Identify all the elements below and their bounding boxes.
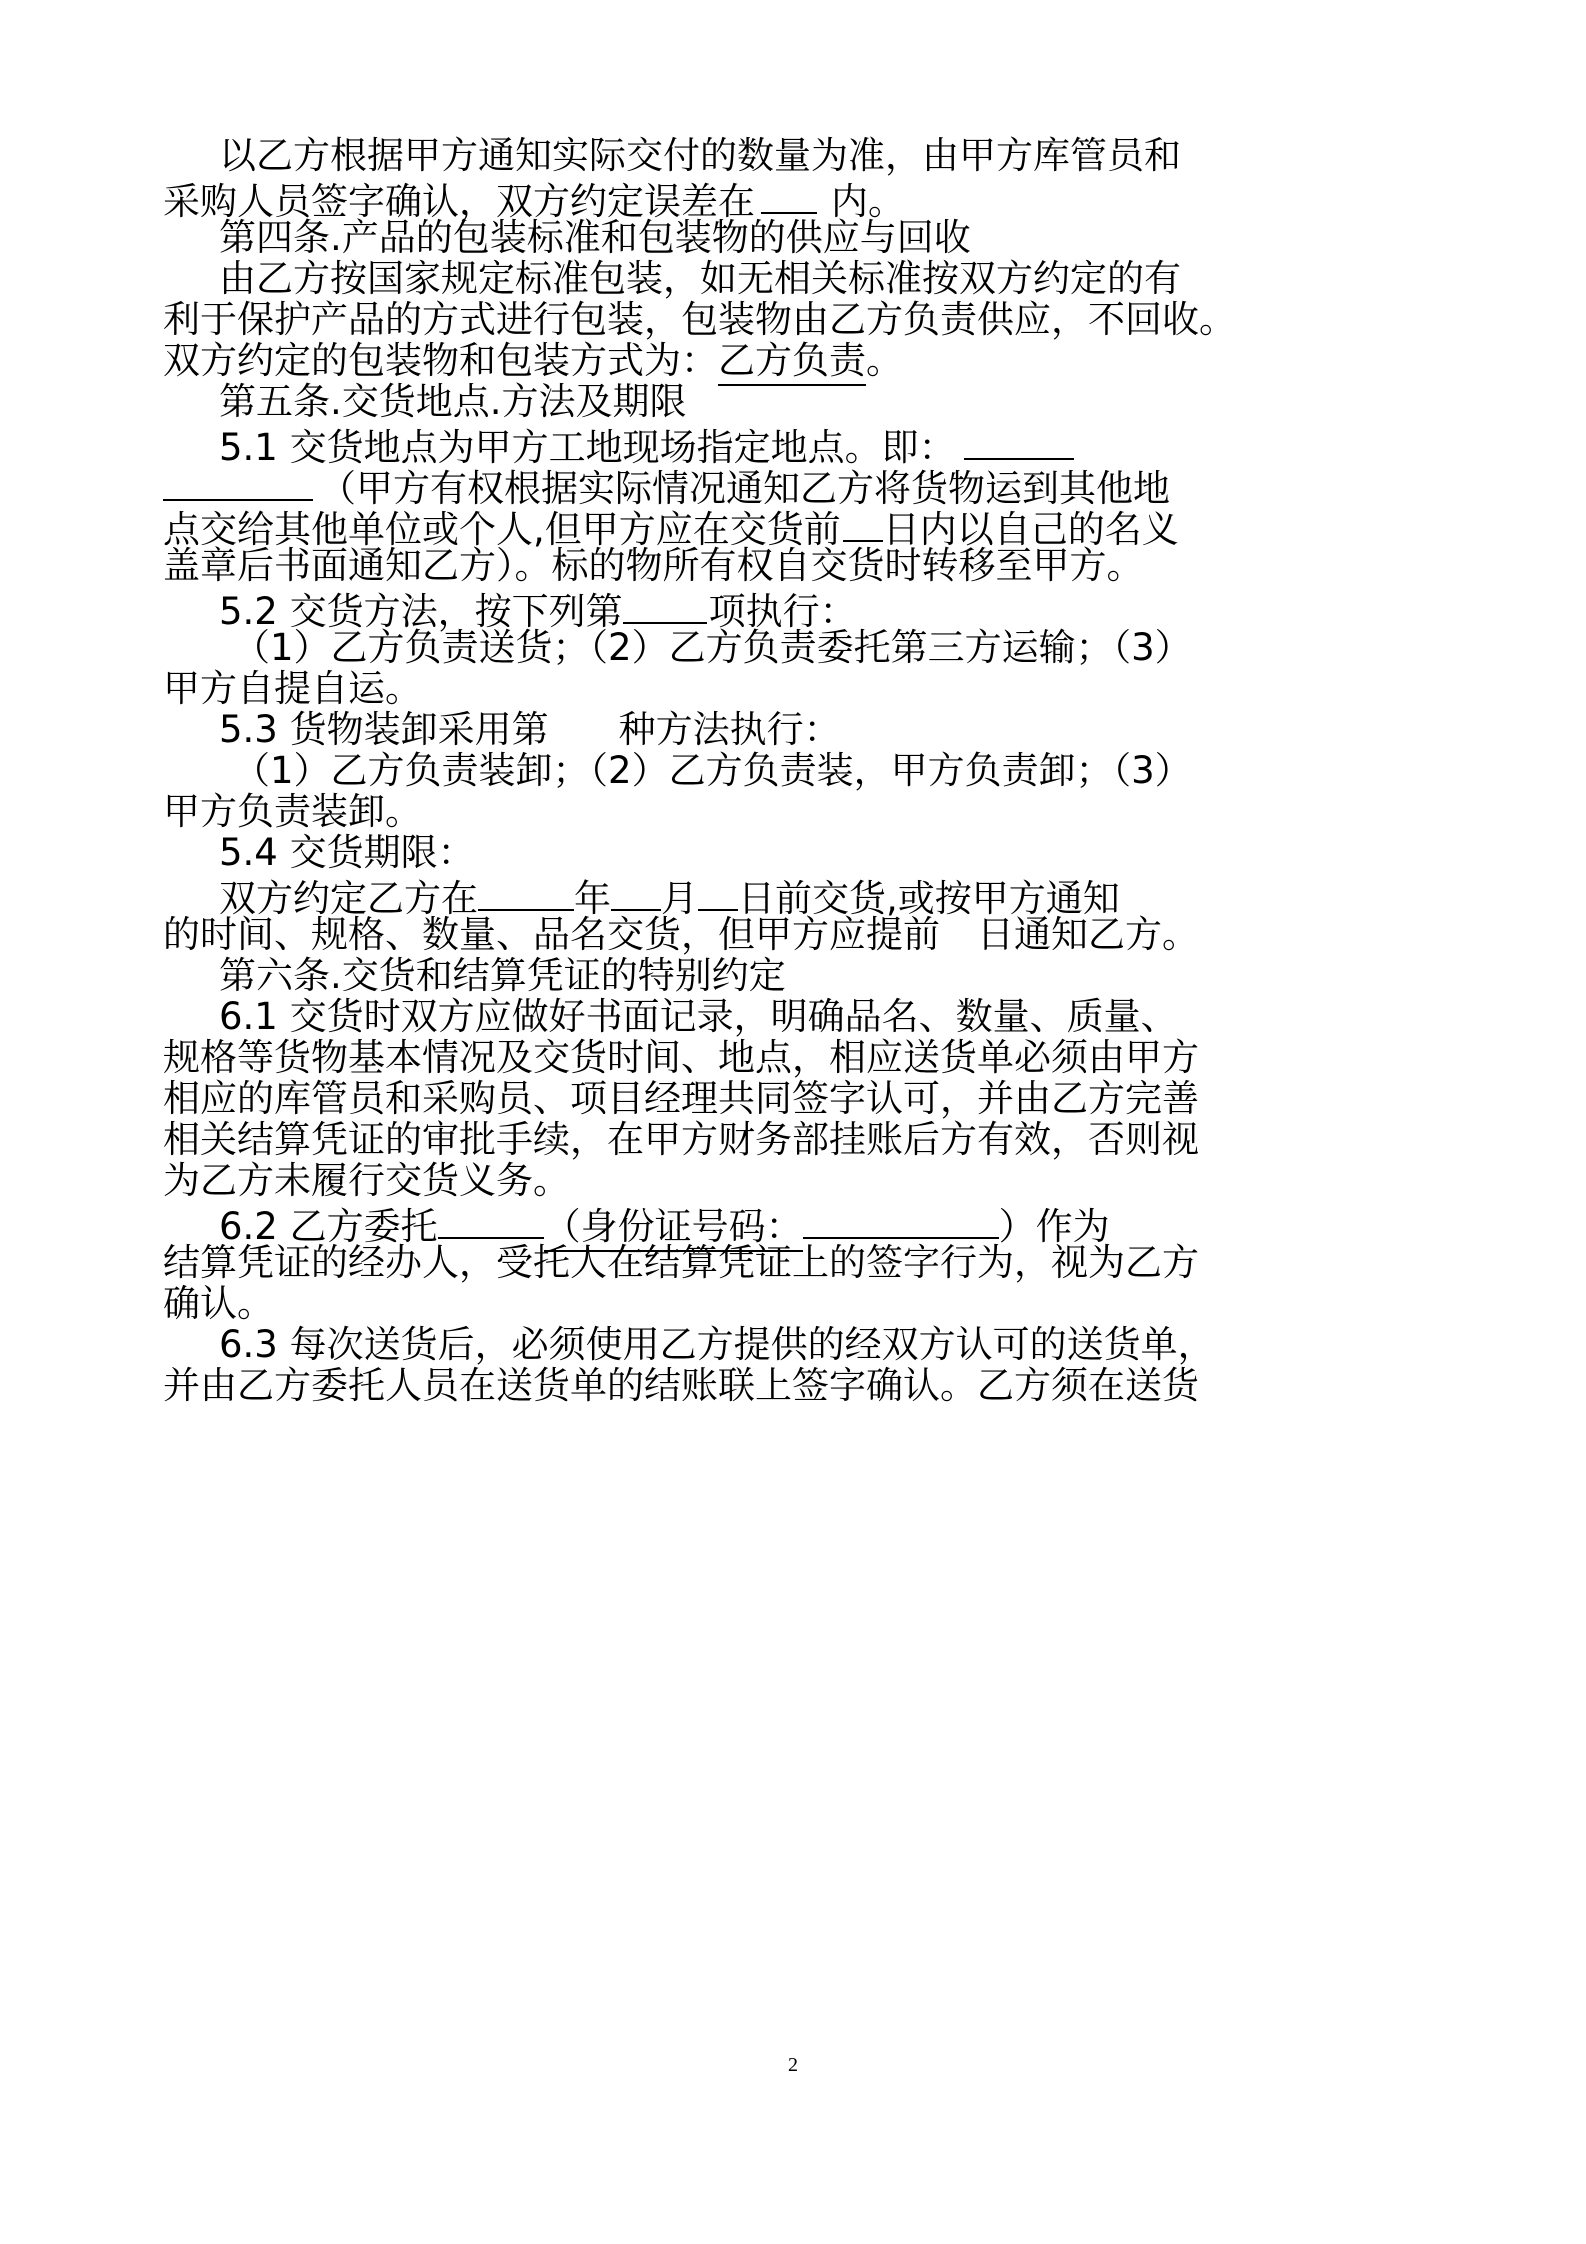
text-run: （1）乙方负责装卸；（2）乙方负责装，甲方负责卸；（3） xyxy=(233,749,1192,792)
text-run: 6.1 交货时双方应做好书面记录，明确品名、数量、质量、 xyxy=(219,995,1178,1038)
text-run: 甲方自提自运。 xyxy=(163,667,422,710)
text-run: 的时间、规格、数量、品名交货，但甲方应提前 日通知乙方。 xyxy=(163,913,1199,956)
text-run: 6.2 乙方委托 xyxy=(219,1205,438,1248)
text-run: 种方法执行： xyxy=(618,708,841,751)
blank-field xyxy=(761,168,817,214)
blank-field xyxy=(964,414,1074,460)
text-line xyxy=(163,1357,1199,1415)
text-run: 并由乙方委托人员在送货单的结账联上签字确认。乙方须在送货 xyxy=(163,1364,1199,1407)
text-run: 日前交货,或按甲方通知 xyxy=(738,877,1120,920)
text-run: 采购人员签字确认，双方约定误差在 xyxy=(163,180,755,223)
blank-field xyxy=(803,1193,999,1239)
text-run: 相关结算凭证的审批手续，在甲方财务部挂账后方有效，否则视 xyxy=(163,1118,1199,1161)
text-run: 年 xyxy=(574,877,611,920)
blank-field xyxy=(843,496,883,542)
text-run: 第四条.产品的包装标准和包装物的供应与回收 xyxy=(219,216,971,259)
blank-field xyxy=(163,455,313,501)
text-run: 双方约定乙方在 xyxy=(219,877,478,920)
blank-field xyxy=(611,865,661,911)
text-run: 相应的库管员和采购员、项目经理共同签字认可，并由乙方完善 xyxy=(163,1077,1199,1120)
text-run: （1）乙方负责送货；（2）乙方负责委托第三方运输；（3） xyxy=(233,626,1192,669)
text-run: 第六条.交货和结算凭证的特别约定 xyxy=(219,954,786,997)
blank-field xyxy=(623,578,707,624)
text-run: 利于保护产品的方式进行包装，包装物由乙方负责供应，不回收。 xyxy=(163,298,1236,341)
text-run: 5.2 交货方法，按下列第 xyxy=(219,590,623,633)
text-run: 盖章后书面通知乙方）。标的物所有权自交货时转移至甲方。 xyxy=(163,544,1144,587)
text-run: 月 xyxy=(661,877,698,920)
text-run: 甲方负责装卸。 xyxy=(163,790,422,833)
text-run: 规格等货物基本情况及交货时间、地点，相应送货单必须由甲方 xyxy=(163,1036,1199,1079)
blank-field xyxy=(478,865,574,911)
text-run: 第五条.交货地点.方法及期限 xyxy=(219,380,687,423)
blank-field xyxy=(698,865,738,911)
text-run: 项执行： xyxy=(708,590,857,633)
text-run: 内。 xyxy=(831,180,905,223)
text-run: ）作为 xyxy=(998,1205,1110,1248)
text-run: 点交给其他单位或个人,但甲方应在交货前 xyxy=(163,508,841,551)
text-run: 由乙方按国家规定标准包装，如无相关标准按双方约定的有 xyxy=(219,257,1181,300)
text-run: 5.1 交货地点为甲方工地现场指定地点。即： xyxy=(219,426,956,469)
text-run: 6.3 每次送货后，必须使用乙方提供的经双方认可的送货单， xyxy=(219,1323,1215,1366)
text-run: （甲方有权根据实际情况通知乙方将货物运到其他地 xyxy=(319,467,1170,510)
filled-field: （身份证号码： xyxy=(544,1205,803,1252)
filled-field: 乙方负责 xyxy=(718,339,866,386)
text-line xyxy=(163,1234,1199,1292)
text-run: 确认。 xyxy=(163,1282,274,1325)
text-run: 5.3 货物装卸采用第 xyxy=(219,708,549,751)
text-run: 5.4 交货期限： xyxy=(219,831,475,874)
text-run: 双方约定的包装物和包装方式为： xyxy=(163,339,718,382)
text-run: 。 xyxy=(866,339,903,382)
text-run: 结算凭证的经办人，受托人在结算凭证上的签字行为，视为乙方 xyxy=(163,1241,1199,1284)
text-run: 日内以自己的名义 xyxy=(882,508,1179,551)
text-run: 以乙方根据甲方通知实际交付的数量为准，由甲方库管员和 xyxy=(219,134,1181,177)
text-run: 为乙方未履行交货义务。 xyxy=(163,1159,570,1202)
page-number: 2 xyxy=(788,2054,798,2076)
blank-field xyxy=(438,1193,544,1239)
